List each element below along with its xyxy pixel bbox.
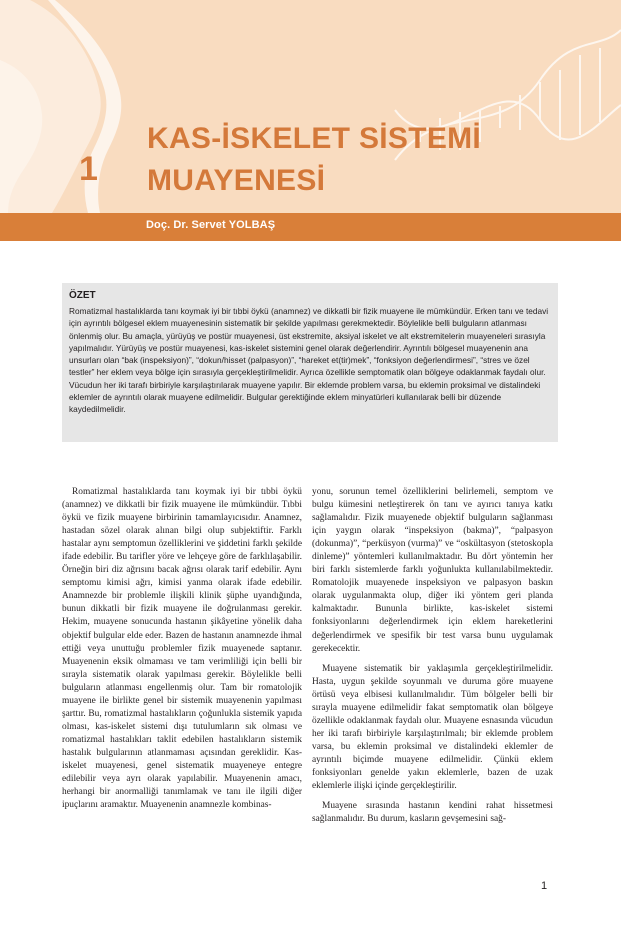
chapter-number: 1 (79, 150, 98, 188)
summary-text: Romatizmal hastalıklarda tanı koymak iyi bir tıbbi öykü (anamnez) ve dikkatli bir fizik muayene ile mümkündür. Erken tanı ve tedavi için ayrıntılı bölgesel eklem muayenesinin sistematik bir şekilde yapılması gerekmektedir. Böylelikle belli bulguların atlanması önlenmiş olur. Bu amaçla, yürüyüş ve postür muayenesi, üst ekstremite, aksiyal iskelet ve alt ekstremitelerin muayeneleri sırasıyla yapılmalıdır. Yürüyüş ve postür muayenesi, kas-iskelet sistemini genel olarak değerlendirir. Ayrıntılı bölgesel muayenenin ana unsurları olan “bak (inspeksiyon)”, “dokun/hisset (palpasyon)”, “hareket et(tir)mek”, “fonksiyon değerlendirmesi”, “stres ve özel testler” her eklem veya bölge için sırasıyla gerçekleştirilmelidir. Ayrıca özellikle semptomatik olan bölgeye odaklanmak faydalı olur. Vücudun her iki tarafı birbiriyle karşılaştırılarak muayene yapılır. Bir eklemde problem varsa, bu eklemin proksimal ve distalindeki eklemler de ayrıntılı olarak muayene edilmelidir. Bulgular gerektiğinde eklem minyatürleri kullanılarak belli bir düzende kaydedilmelidir. (69, 306, 549, 415)
body-column-right (312, 486, 553, 833)
author-bar (0, 213, 621, 241)
bone-illustration (0, 0, 121, 213)
body-paragraph: Romatizmal hastalıklarda tanı koymak iyi bir tıbbi öykü (anamnez) ve dikkatli bir fizik muayene ile mümkündür. Tıbbi öykü ve fizik muayene birbirinin tamamlayıcısıdır. Anamnez, hastadan sözel olarak alınan bilgi olup subjektiftir. Farklı hastalar aynı semptomun özelliklerini ve şiddetini farklı şekilde ifade edebilir. Bu tarifler yöre ve lehçeye göre de farklılaşabilir. Örneğin biri diz ağrısını bacak ağrısı olarak tarif edebilir. Aynı semptomu kimisi ağrı, kimisi yanma olarak ifade edebilir. Anamnezde bir problemle ilişkili klinik şüphe uyandığında, bunun dikkatli bir fizik muayene ile doğrulanması gerekir. Hekim, muayene sonucunda hastanın şikâyetine yönelik daha objektif bulgular elde eder. Bazen de hastanın anamnezde ihmal ettiği veya unuttuğu problemler fizik muayenede saptanır. Muayenenin eksik olmaması ve tam verimliliği için belli bir sırayla sistematik olarak yapılması gerekir. Böylelikle belli bulguların atlanması engellenmiş olur. Tam bir romatolojik muayene ile birlikte genel bir sistemik muayenenin yapılması şarttır. Bu, romatizmal hastalıkların çoğunlukla sistemik yapıda olması, kas-iskelet sistemi dışı tutulumların sık olması ve romatizmal hastalıkları taklit edebilen hastalıkların sistemik hastalık bulgularının atlanmaması açısından gereklidir. Kas-iskelet muayenesi, genel sistematik muayeneye entegre edilebilir veya ayrı olarak yapılabilir. Muayenenin amacı, herhangi bir anormalliği tanımlamak ve tanı ile ilgili diğer ipuçlarını aramaktır. Muayenenin anamnezle kombinas- (62, 487, 302, 811)
chapter-title-line1: KAS-İSKELET SİSTEMİ (147, 122, 482, 155)
chapter-title-line2: MUAYENESİ (147, 164, 326, 197)
body-paragraph: Muayene sırasında hastanın kendini rahat hissetmesi sağlanmalıdır. Bu durum, kasların gevşemesini sağ- (312, 801, 553, 825)
summary-heading: ÖZET (69, 290, 96, 301)
author-name: Doç. Dr. Servet YOLBAŞ (146, 219, 276, 231)
page-number: 1 (541, 880, 548, 892)
body-column-left (62, 486, 302, 819)
chapter-header (0, 0, 621, 213)
body-paragraph: Muayene sistematik bir yaklaşımla gerçekleştirilmelidir. Hasta, uygun şekilde soyunmalı ve duruma göre muayene örtüsü veya elbisesi kullanılmalıdır. Tüm bölgeler belli bir sırayla muayene edilmelidir fakat semptomatik olan bölgeye özellikle odaklanmak faydalı olur. Muayene esnasında vücudun her iki tarafı birbiriyle karşılaştırılmalı; bir eklemde problem varsa, bu eklemin proksimal ve distalindeki eklemler de ayrıntılı biçimde muayene edilmelidir. Çünkü eklem fonksiyonları genelde yakın eklemlerle, bazen de uzak eklemlerle ilişki içinde gerçekleştirilir. (312, 663, 553, 792)
chapter-title (147, 118, 481, 202)
body-paragraph: yonu, sorunun temel özelliklerini belirlemeli, semptom ve bulgu kümesini netleştirerek ön tanı ve ayırıcı tanıya katkı sağlamalıdır. Fizik muayenede objektif bulguların sağlanması için yaygın olarak “inspeksiyon (bakma)”, “palpasyon (dokunma)”, “perküsyon (vurma)” ve “oskültasyon (stetoskopla dinleme)” yöntemleri kullanılmaktadır. Bu dört yöntemin her biri farklı sistemlerde farklı yoğunlukta kullanılabilmektedir. Romatolojik muayenede inspeksiyon ve palpasyon baskın olarak uygulanmakta olup, diğer iki yöntem geri planda kalmaktadır. Bununla birlikte, kas-iskelet sistemi fonksiyonlarını değerlendirmek için eklem hareketlerini değerlendirmek ve spesifik bir test varsa bunu uygulamak gerekecektir. (312, 487, 553, 654)
